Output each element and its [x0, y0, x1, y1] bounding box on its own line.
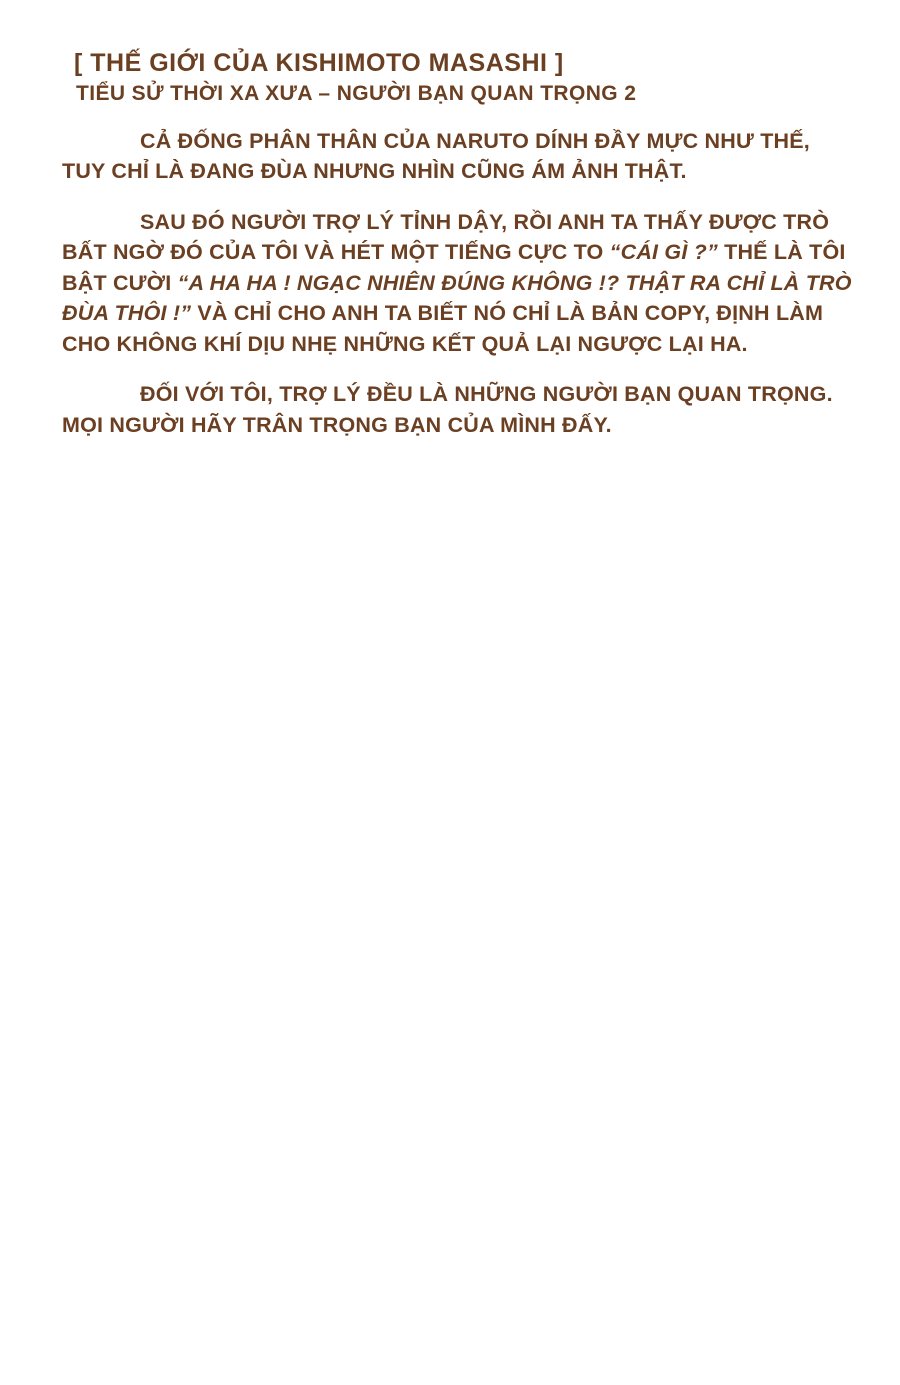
quoted-text: “A HA HA ! NGẠC NHIÊN ĐÚNG KHÔNG !? THẬT RA CHỈ LÀ TRÒ ĐÙA THÔI !” — [62, 270, 852, 326]
body-text: VÀ CHỈ CHO ANH TA BIẾT NÓ CHỈ LÀ BẢN COPY, ĐỊNH LÀM CHO KHÔNG KHÍ DỊU NHẸ NHỮNG KẾT QUẢ LẠI NGƯỢC LẠI HA. — [62, 301, 824, 356]
quoted-text: “CÁI GÌ ?” — [609, 240, 718, 265]
paragraph-2 — [62, 207, 852, 360]
page-subtitle: TIỂU SỬ THỜI XA XƯA – NGƯỜI BẠN QUAN TRỌNG 2 — [76, 82, 637, 106]
article-body — [62, 48, 852, 460]
body-text: ĐỐI VỚI TÔI, TRỢ LÝ ĐỀU LÀ NHỮNG NGƯỜI BẠN QUAN TRỌNG. MỌI NGƯỜI HÃY TRÂN TRỌNG BẠN CỦA MÌNH ĐẤY. — [62, 382, 833, 437]
paragraph-3 — [62, 379, 852, 440]
body-text: THẾ LÀ TÔI BẬT CƯỜI — [62, 240, 846, 295]
paragraph-list — [62, 126, 852, 441]
body-text: SAU ĐÓ NGƯỜI TRỢ LÝ TỈNH DẬY, RỒI ANH TA THẤY ĐƯỢC TRÒ BẤT NGỜ ĐÓ CỦA TÔI VÀ HÉT MỘT TIẾNG CỰC TO — [62, 209, 830, 265]
body-text: CẢ ĐỐNG PHÂN THÂN CỦA NARUTO DÍNH ĐẦY MỰC NHƯ THẾ, TUY CHỈ LÀ ĐANG ĐÙA NHƯNG NHÌN CŨNG ÁM ẢNH THẬT. — [62, 128, 810, 184]
page-title: [ THẾ GIỚI CỦA KISHIMOTO MASASHI ] — [74, 49, 564, 77]
paragraph-1 — [62, 126, 852, 187]
